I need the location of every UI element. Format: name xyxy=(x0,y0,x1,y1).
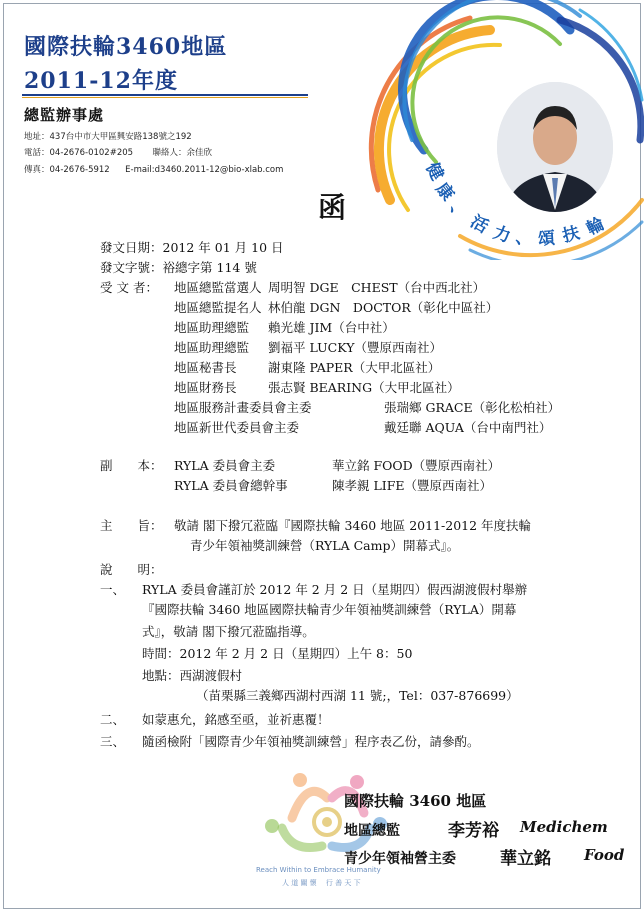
recipient-role: 地區財務長 xyxy=(174,380,237,395)
cc-label: 副 本： xyxy=(100,458,163,473)
recipient-role: 地區秘書長 xyxy=(174,360,237,375)
recipient-role: 地區助理總監 xyxy=(174,320,250,335)
item-marker: 一、 xyxy=(100,582,126,597)
office-email: E-mail:d3460.2011-12@bio-xlab.com xyxy=(125,165,284,175)
office-phone-line xyxy=(24,146,212,158)
item1-line: 『國際扶輪 3460 地區國際扶輪青少年領袖獎訓練營（RYLA）開幕 xyxy=(142,602,517,617)
item-marker: 三、 xyxy=(100,734,126,749)
recipient-name: 謝東隆 PAPER（大甲北區社） xyxy=(268,360,441,375)
governor-name: 李芳裕 xyxy=(448,821,499,841)
event-address: （苗栗縣三義鄉西湖村西湖 11 號;，Tel：037-876699） xyxy=(196,688,519,703)
office-phone: 電話：04-2676-0102#205 xyxy=(24,148,134,158)
item-marker: 二、 xyxy=(100,712,126,727)
recipient-role: 地區總監當選人 xyxy=(174,280,262,295)
document-title: 函 xyxy=(318,191,347,224)
recipient-name: 周明智 DGE CHEST（台中西北社） xyxy=(268,280,486,295)
camp-chair-nickname: Food xyxy=(584,846,625,864)
office-address: 地址：437台中市大甲區興安路138號之192 xyxy=(24,132,192,142)
explanation-label: 說 明： xyxy=(100,562,163,577)
recipient-name: 張志賢 BEARING（大甲北區社） xyxy=(268,380,460,395)
recipient-name: 賴光雄 JIM（台中社） xyxy=(268,320,395,335)
doc-number-row xyxy=(100,258,257,276)
office-fax: 傳真：04-2676-5912 xyxy=(24,165,110,175)
slogan-char: 力 xyxy=(490,222,513,248)
event-time: 時間：2012 年 2 月 2 日（星期四）上午 8：50 xyxy=(142,646,413,661)
header-rule-blue xyxy=(22,94,308,96)
slogan-char: 活 xyxy=(466,211,492,238)
cc-role: RYLA 委員會主委 xyxy=(174,458,276,473)
subject-line: 敬請 閣下撥冗蒞臨『國際扶輪 3460 地區 2011-2012 年度扶輪 xyxy=(174,518,532,533)
recipient-name: 張瑞鄉 GRACE（彰化松柏社） xyxy=(384,400,561,415)
subject-label: 主 旨： xyxy=(100,518,163,533)
item3-text: 隨函檢附「國際青少年領袖獎訓練營」程序表乙份，請參酌。 xyxy=(142,734,480,749)
recipient-label: 受 文 者： xyxy=(100,280,158,295)
office-name: 總監辦事處 xyxy=(24,106,105,124)
logo-tagline-en: Reach Within to Embrace Humanity xyxy=(256,866,381,874)
camp-chair-title: 青少年領袖營主委 xyxy=(344,851,456,867)
camp-chair-name: 華立銘 xyxy=(500,849,551,869)
year-title: 2011-12年度 xyxy=(24,68,178,94)
district-title: 國際扶輪3460地區 xyxy=(24,34,228,60)
cc-name: 陳孝親 LIFE（豐原西南社） xyxy=(332,478,493,493)
recipient-name: 林伯龍 DGN DOCTOR（彰化中區社） xyxy=(268,300,499,315)
governor-nickname: Medichem xyxy=(520,818,608,836)
event-place: 地點：西湖渡假村 xyxy=(142,668,243,683)
doc-number-label: 發文字號： xyxy=(100,260,163,275)
cc-role: RYLA 委員會總幹事 xyxy=(174,478,288,493)
item1-line: RYLA 委員會謹訂於 2012 年 2 月 2 日（星期四）假西湖渡假村舉辦 xyxy=(142,582,528,597)
office-fax-line xyxy=(24,163,283,175)
recipient-role: 地區助理總監 xyxy=(174,340,250,355)
slogan-char: 康 xyxy=(431,179,458,205)
item1-line: 式』，敬請 閣下撥冗蒞臨指導。 xyxy=(142,624,315,639)
signature-org: 國際扶輪 3460 地區 xyxy=(344,792,487,810)
date-label: 發文日期： xyxy=(100,240,163,255)
recipient-name: 戴廷聯 AQUA（台中南門社） xyxy=(384,420,552,435)
slogan-char: 健 xyxy=(421,159,448,184)
date-value: 2012 年 01 月 10 日 xyxy=(162,240,284,255)
logo-tagline-zh: 人 道 關 懷 行 善 天 下 xyxy=(282,879,361,887)
recipient-role: 地區總監提名人 xyxy=(174,300,262,315)
cc-name: 華立銘 FOOD（豐原西南社） xyxy=(332,458,501,473)
contact-person: 聯絡人：余佳欣 xyxy=(152,148,212,158)
governor-title: 地區總監 xyxy=(344,823,400,839)
doc-number-value: 裕總字第 114 號 xyxy=(162,260,257,275)
slogan-char: 、 xyxy=(514,227,534,251)
slogan-char: 頌 xyxy=(537,228,556,250)
recipient-name: 劉福平 LUCKY（豐原西南社） xyxy=(268,340,442,355)
recipient-role: 地區服務計畫委員會主委 xyxy=(174,400,312,415)
date-row xyxy=(100,238,284,256)
item2-text: 如蒙惠允，銘感至亟，並祈惠覆！ xyxy=(142,712,330,727)
slogan-char: 輪 xyxy=(583,214,608,240)
slogan-char: 扶 xyxy=(560,223,582,247)
header-rule-gold xyxy=(22,97,308,98)
recipient-role: 地區新世代委員會主委 xyxy=(174,420,300,435)
slogan-char: 、 xyxy=(445,197,472,224)
subject-line: 青少年領袖獎訓練營（RYLA Camp）開幕式』。 xyxy=(190,538,460,553)
governor-portrait xyxy=(497,82,613,212)
